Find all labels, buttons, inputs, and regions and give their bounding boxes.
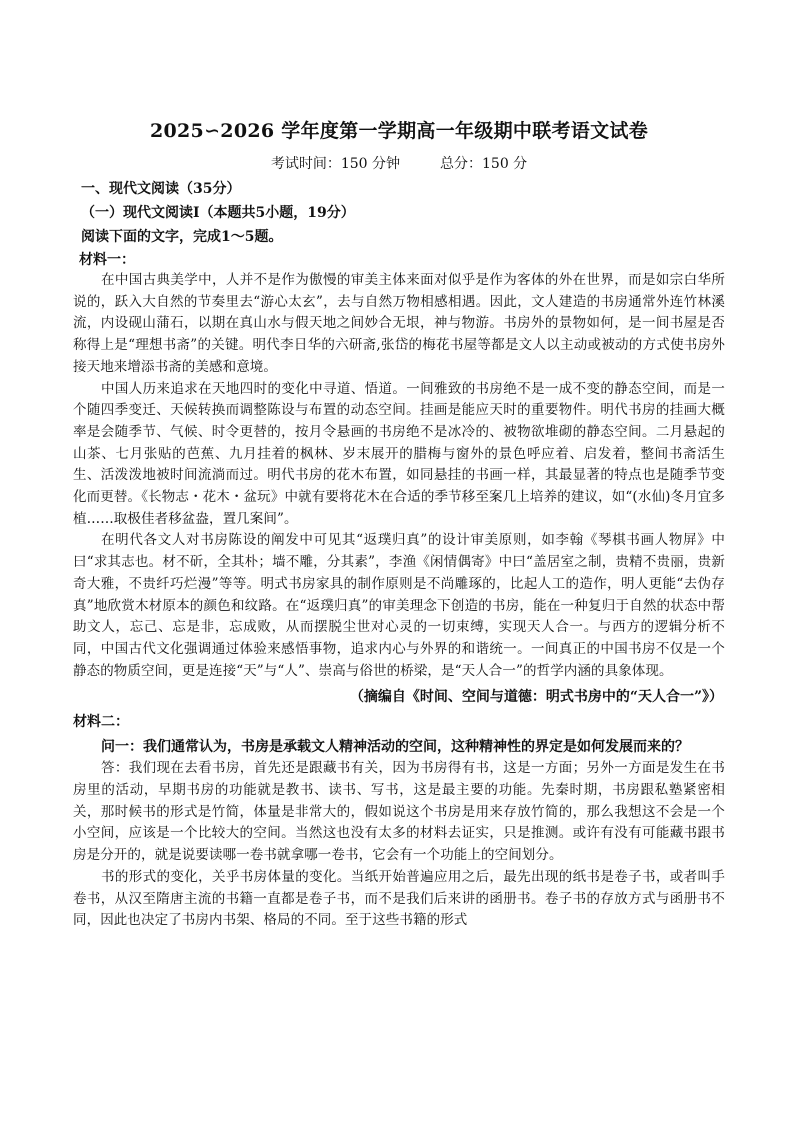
exam-meta: [73, 154, 725, 174]
reading-instruction: 阅读下面的文字，完成1～5题。: [81, 229, 283, 245]
total-score: 总分：150 分: [440, 156, 528, 172]
section-heading: 一、现代文阅读（35分）: [81, 181, 241, 197]
exam-time: 考试时间：150 分钟: [270, 156, 400, 172]
exam-page: [73, 118, 725, 932]
material-one-label: 材料一：: [79, 252, 135, 268]
material-one-source: （摘编自《时间、空间与道德：明式书房中的“天人合一”》）: [349, 689, 723, 706]
interview-answer-paragraph: 书的形式的变化，关乎书房体量的变化。当纸开始普遍应用之后，最先出现的纸书是卷子书，或者叫手卷书，从汉至隋唐主流的书籍一直都是卷子书，而不是我们后来讲的函册书。卷子书的存放方式与函册书不同，因此也决定了书房内书架、格局的不同。至于这些书籍的形式: [73, 868, 725, 929]
interview-answer-paragraph: 答：我们现在去看书房，首先还是跟藏书有关，因为书房得有书，这是一方面；另外一方面是发生在书房里的活动，早期书房的功能就是教书、读书、写书，这是最主要的功能。先秦时期，书房跟私塾紧密相关，那时候书的形式是竹简，体量是非常大的，假如说这个书房是用来存放竹简的，那么我想这不会是一个小空间，应该是一个比较大的空间。当然这也没有太多的材料去证实，只是推测。或许有没有可能藏书跟书房是分开的，就是说要读哪一卷书就拿哪一卷书，它会有一个功能上的空间划分。: [73, 760, 725, 864]
interview-question: 问一：我们通常认为，书房是承载文人精神活动的空间，这种精神性的界定是如何发展而来的？: [101, 739, 689, 756]
exam-title: 2025∽2026 学年度第一学期高一年级期中联考语文试卷: [150, 120, 648, 142]
material-one-paragraph: 在中国古典美学中，人并不是作为傲慢的审美主体来面对似乎是作为客体的外在世界，而是如宗白华所说的，跃入大自然的节奏里去“游心太玄”，去与自然万物相感相遇。因此，文人建造的书房通常外连竹林溪流，内设砚山蒲石，以期在真山水与假天地之间妙合无垠，神与物游。书房外的景物如何，是一间书屋是否称得上是“理想书斋”的关键。明代李日华的六研斋,张岱的梅花书屋等都是文人以主动或被动的方式使书房外接天地来增添书斋的美感和意境。: [73, 272, 725, 375]
material-one-paragraph: 中国人历来追求在天地四时的变化中寻道、悟道。一间雅致的书房绝不是一成不变的静态空间，而是一个随四季变迁、天候转换而调整陈设与布置的动态空间。挂画是能应天时的重要物件。明代书房的挂画大概率是会随季节、气候、时令更替的，按月令悬画的书房绝不是冰冷的、被物欲堆砌的静态空间。二月悬起的山茶、七月张贴的芭蕉、九月挂着的枫林、岁末展开的腊梅与窗外的景色呼应着、启发着，整间书斋活生生、活泼泼地被时间流淌而过。明代书房的花木布置，如同悬挂的书画一样，其最显著的特点也是随季节变化而更替。《长物志・花木・盆玩》中就有要将花木在合适的季节移至案几上培养的建议，如“(水仙)冬月宜多植……取极佳者移盆盎，置几案间”。: [73, 380, 725, 527]
material-two-label: 材料二：: [73, 714, 129, 731]
material-one-paragraph: 在明代各文人对书房陈设的阐发中可见其“返璞归真”的设计审美原则，如李翰《琴棋书画人物屏》中曰“求其志也。材不斫，全其朴；墙不雕，分其素”，李渔《闲情偶寄》中曰“盖居室之制，贵精不贵丽，贵新奇大雅，不贵纤巧烂漫”等等。明式书房家具的制作原则是不尚雕琢的，比起人工的造作，明人更能“去伪存真”地欣赏木材原本的颜色和纹路。在“返璞归真”的审美理念下创造的书房，能在一种复归于自然的状态中帮助文人，忘己、忘是非，忘成败，从而摆脱尘世对心灵的一切束缚，实现天人合一。与西方的逻辑分析不同，中国古代文化强调通过体验来感悟事物，追求内心与外界的和谐统一。一间真正的中国书房不仅是一个静态的物质空间，更是连接“天”与“人”、崇高与俗世的桥梁，是“天人合一”的哲学内涵的具象体现。: [73, 532, 725, 679]
subsection-heading: （一）现代文阅读Ⅰ（本题共5小题，19分）: [81, 205, 355, 221]
